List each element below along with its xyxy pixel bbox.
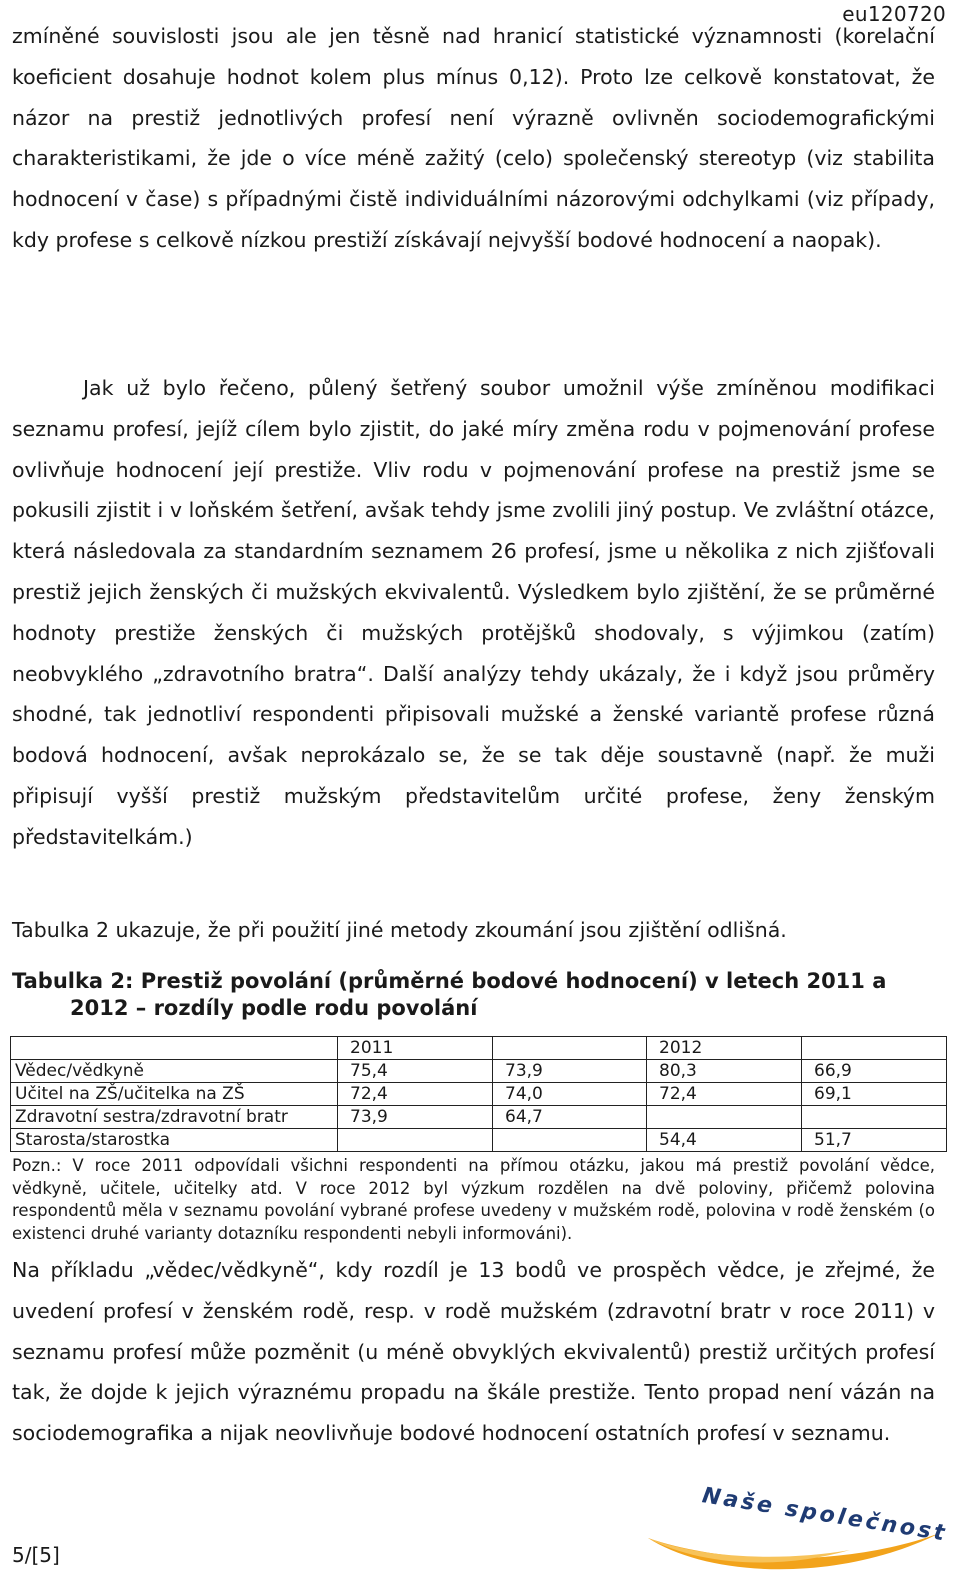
table-cell: 69,1 [802,1083,947,1106]
table-cell: 80,3 [647,1060,802,1083]
table-cell: 73,9 [493,1060,647,1083]
table-cell: 74,0 [493,1083,647,1106]
table-note: Pozn.: V roce 2011 odpovídali všichni respondenti na přímou otázku, jakou má prestiž povolání vědce, vědkyně, učitele, učitelky atd. V roce 2012 byl výzkum rozdělen na dvě poloviny, přičemž polovina respondentů měla v seznamu povolání vybrané profese uvedeny v mužském rodě, polovina v rodě ženském (o existenci druhé varianty dotazníku respondenti nebyli informováni). [12,1156,935,1243]
table-cell: 66,9 [802,1060,947,1083]
table-cell: 72,4 [647,1083,802,1106]
table-row [11,1083,947,1106]
table-header-cell: 2012 [647,1037,802,1060]
table-cell [493,1129,647,1152]
table-cell: 51,7 [802,1129,947,1152]
table-cell: 75,4 [338,1060,493,1083]
table-cell [338,1129,493,1152]
table-cell: Učitel na ZŠ/učitelka na ZŠ [11,1083,338,1106]
table-cell: 54,4 [647,1129,802,1152]
table-cell: 64,7 [493,1106,647,1129]
table-header-cell: 2011 [338,1037,493,1060]
paragraph-1: zmíněné souvislosti jsou ale jen těsně nad hranicí statistické významnosti (korelační koeficient dosahuje hodnot kolem plus mínus 0,12). Proto lze celkově konstatovat, že názor na prestiž jednotlivých profesí není výrazně ovlivněn sociodemografickými charakteristikami, že jde o více méně zažitý (celo) společenský stereotyp (viz stabilita hodnocení v čase) s případnými čistě individuálními názorovými odchylkami (viz případy, kdy profese s celkově nízkou prestiží získávají nejvyšší bodové hodnocení a naopak). [12,24,935,252]
table-cell [802,1106,947,1129]
table-title: Tabulka 2: Prestiž povolání (průměrné bodové hodnocení) v letech 2011 a 2012 – rozdíly podle rodu povolání [12,969,887,1020]
table-header-cell [493,1037,647,1060]
table-header-row [11,1037,947,1060]
nase-spolecnost-logo [640,1478,950,1585]
table-header-cell [802,1037,947,1060]
table-cell: 72,4 [338,1083,493,1106]
table-header-cell [11,1037,338,1060]
paragraph-2: Jak už bylo řečeno, půlený šetřený soubor umožnil výše zmíněnou modifikaci seznamu profesí, jejíž cílem bylo zjistit, do jaké míry změna rodu v pojmenování profese ovlivňuje hodnocení její prestiže. Vliv rodu v pojmenování profese na prestiž jsme se pokusili zjistit i v loňském šetření, avšak tehdy jsme zvolili jiný postup. Ve zvláštní otázce, která následovala za standardním seznamem 26 profesí, jsme u několika z nich zjišťovali prestiž jejich ženských či mužských ekvivalentů. Výsledkem bylo zjištění, že se průměrné hodnoty prestiže ženských či mužských protějšků shodovaly, s výjimkou (zatím) neobvyklého „zdravotního bratra“. Další analýzy tehdy ukázaly, že i když jsou průměry shodné, tak jednotliví respondenti připisovali mužské a ženské variantě profese různá bodová hodnocení, avšak neprokázalo se, že se tak děje soustavně (např. že muži připisují vyšší prestiž mužským představitelům určité profese, ženy ženským představitelkám.) [12,376,935,849]
table-cell: Starosta/starostka [11,1129,338,1152]
page-number: 5/[5] [12,1543,60,1567]
table-cell: 73,9 [338,1106,493,1129]
table-cell [647,1106,802,1129]
table-cell: Vědec/vědkyně [11,1060,338,1083]
paragraph-4: Na příkladu „vědec/vědkyně“, kdy rozdíl je 13 bodů ve prospěch vědce, je zřejmé, že uvedení profesí v ženském rodě, resp. v rodě mužském (zdravotní bratr v roce 2011) v seznamu profesí může pozměnit (u méně obvyklých ekvivalentů) prestiž určitých profesí tak, že dojde k jejich výraznému propadu na škále prestiže. Tento propad není vázán na sociodemografika a nijak neovlivňuje bodové hodnocení ostatních profesí v seznamu. [12,1258,935,1446]
paragraph-3: Tabulka 2 ukazuje, že při použití jiné metody zkoumání jsou zjištění odlišná. [12,918,787,942]
logo-text: Naše společnost [700,1483,950,1547]
prestige-table [10,1036,947,1152]
table-row [11,1106,947,1129]
table-cell: Zdravotní sestra/zdravotní bratr [11,1106,338,1129]
table-row [11,1129,947,1152]
table-row [11,1060,947,1083]
doc-id: eu120720 [842,2,946,26]
